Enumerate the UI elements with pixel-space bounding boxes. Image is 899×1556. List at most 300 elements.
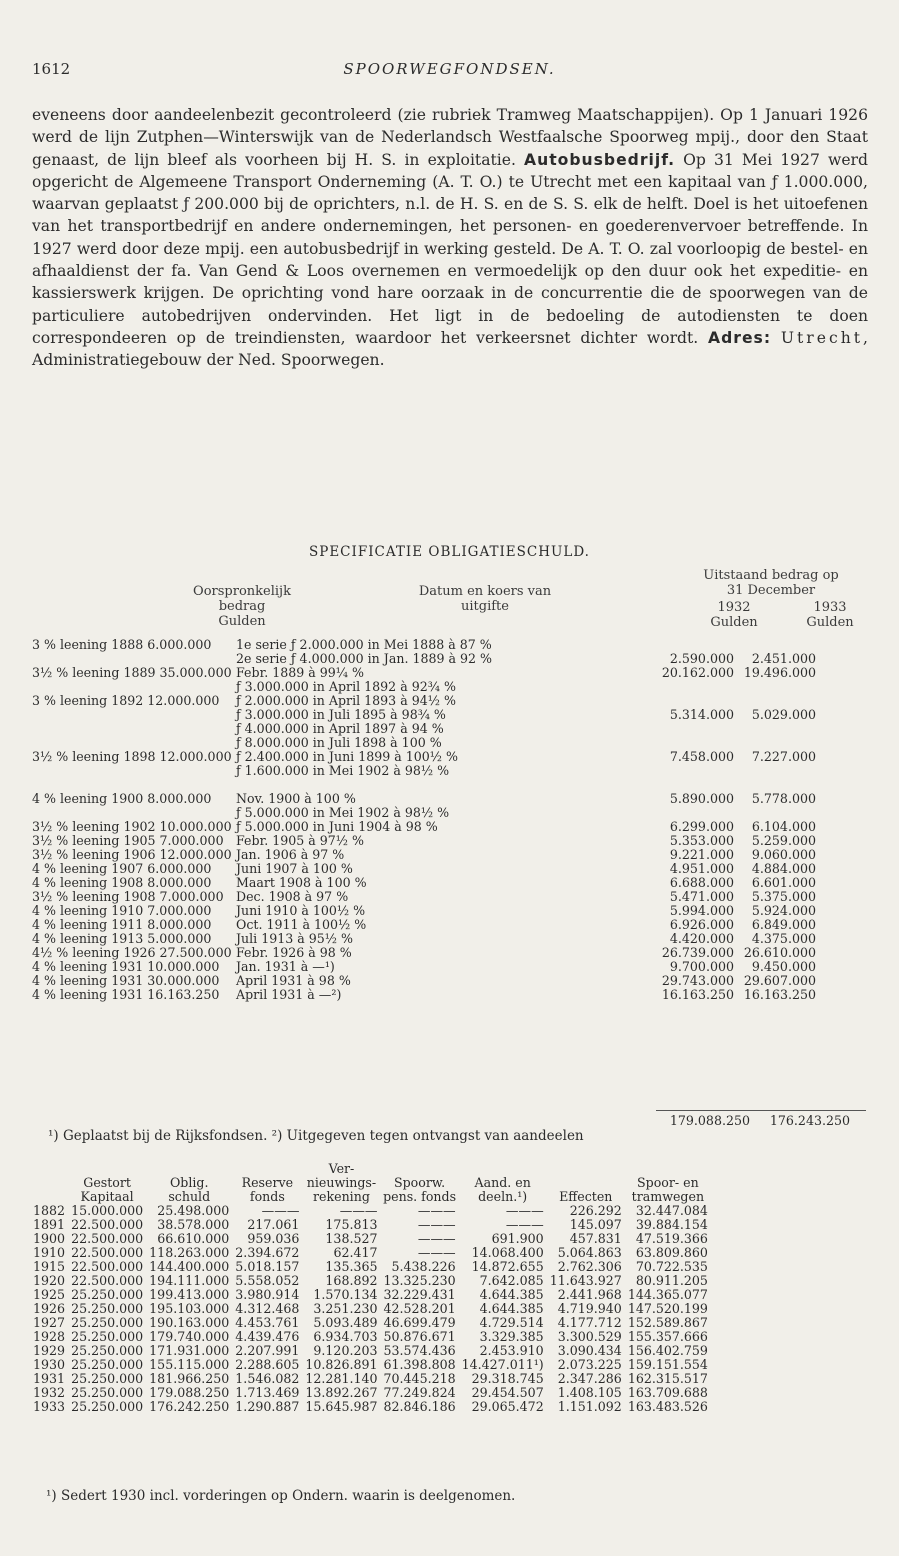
bedrag-1932: 4.420.000 xyxy=(669,931,734,946)
fin-row xyxy=(30,1316,711,1330)
fin-value: 6.934.703 xyxy=(313,1329,378,1344)
uitgifte-cell: ƒ 5.000.000 in Mei 1902 à 98½ % xyxy=(236,805,450,820)
leening-label: 4½ % leening 1926 27.500.000 xyxy=(32,945,232,960)
bedrag-1933: 5.375.000 xyxy=(751,889,816,904)
bedrag-1932: 5.353.000 xyxy=(669,833,734,848)
fin-value: 168.892 xyxy=(325,1273,378,1288)
leening-label: 4 % leening 1931 30.000.000 xyxy=(32,973,220,988)
fin-value: ——— xyxy=(339,1203,378,1218)
body-text-run: Op 31 Mei 1927 werd opgericht de Algemeene Transport Onderneming (A. T. O.) te Utrecht met een kapitaal van ƒ 1.000.000, waarvan geplaatst ƒ 200.000 bij de oprichters, n.l. de H. S. en de S. S. elk de helft. Doel is het uitoefenen van het transportbedrijf en andere ondernemingen, het personen- en goederenvervoer betreffende. In 1927 werd door deze mpij. een autobusbedrijf in werking gesteld. De A. T. O. zal voorloopig de bestel- en afhaaldienst der fa. Van Gend & Loos overnemen en vermoedelijk op den duur ook het expeditie- en kassierswerk krijgen. De oprichting vond hare oorzaak in de concurrentie die de spoorwegen van de particuliere autobedrijven ondervinden. Het ligt in de bedoeling de autodiensten te doen correspondeeren op de treindiensten, waardoor het verkeersnet dichter wordt. xyxy=(32,150,868,347)
fin-value: 1.546.082 xyxy=(235,1371,300,1386)
fin-year: 1926 xyxy=(33,1301,66,1316)
bedrag-1933 xyxy=(736,680,818,694)
leening-label: 4 % leening 1908 8.000.000 xyxy=(32,875,212,890)
leening-label xyxy=(30,764,234,778)
fin-value: 25.498.000 xyxy=(157,1203,230,1218)
leening-label xyxy=(30,680,234,694)
fin-value: 2.073.225 xyxy=(557,1357,622,1372)
fin-value: 1.408.105 xyxy=(557,1385,622,1400)
bedrag-1932 xyxy=(636,764,736,778)
obligatie-row xyxy=(30,680,818,694)
fin-value: 155.115.000 xyxy=(149,1357,230,1372)
fin-value: 162.315.517 xyxy=(627,1371,708,1386)
bedrag-1932: 6.926.000 xyxy=(669,917,734,932)
obligatie-row xyxy=(30,932,818,946)
fin-value: 14.872.655 xyxy=(471,1259,544,1274)
uitgifte-cell xyxy=(234,778,636,792)
uitgifte-cell: ƒ 2.000.000 in April 1893 à 94½ % xyxy=(236,693,456,708)
bedrag-1932 xyxy=(636,778,736,792)
uitgifte-cell: Juni 1907 à 100 % xyxy=(236,861,353,876)
uitgifte-cell: ƒ 3.000.000 in April 1892 à 92¾ % xyxy=(236,679,456,694)
leening-label: 4 % leening 1910 7.000.000 xyxy=(32,903,212,918)
uitgifte-cell: Maart 1908 à 100 % xyxy=(236,875,367,890)
fin-value: 80.911.205 xyxy=(635,1273,708,1288)
body-text-run: , Administratiegebouw der Ned. Spoorwegen. xyxy=(32,328,868,370)
uitgifte-cell: Jan. 1931 à —¹) xyxy=(236,959,335,974)
fin-value: 3.300.529 xyxy=(557,1329,622,1344)
fin-header-cell: Gestort Kapitaal xyxy=(80,1175,134,1204)
fin-value: 190.163.000 xyxy=(149,1315,230,1330)
leening-label: 4 % leening 1913 5.000.000 xyxy=(32,931,212,946)
body-paragraph xyxy=(32,104,868,372)
bedrag-1932: 5.994.000 xyxy=(669,903,734,918)
obligatie-row xyxy=(30,974,818,988)
fin-value: 181.966.250 xyxy=(149,1371,230,1386)
bedrag-1933: 2.451.000 xyxy=(751,651,816,666)
fin-value: 29.065.472 xyxy=(471,1399,544,1414)
fin-value: 63.809.860 xyxy=(635,1245,708,1260)
fin-row xyxy=(30,1330,711,1344)
uitgifte-cell: April 1931 à —²) xyxy=(236,987,342,1002)
uitgifte-cell: Febr. 1889 à 99¼ % xyxy=(236,665,364,680)
fin-value: 1.290.887 xyxy=(235,1399,300,1414)
fin-header-cell: Oblig. schuld xyxy=(168,1175,211,1204)
bedrag-1933 xyxy=(736,736,818,750)
uitgifte-cell: Oct. 1911 à 100½ % xyxy=(236,917,367,932)
bedrag-1933: 4.884.000 xyxy=(751,861,816,876)
obligatie-row xyxy=(30,848,818,862)
fin-value: 5.438.226 xyxy=(391,1259,456,1274)
fin-value: 959.036 xyxy=(247,1231,300,1246)
fin-value: 22.500.000 xyxy=(71,1217,144,1232)
fin-row xyxy=(30,1218,711,1232)
fin-value: 2.288.605 xyxy=(235,1357,300,1372)
bedrag-1932: 26.739.000 xyxy=(661,945,734,960)
uitgifte-cell: 2e serie ƒ 4.000.000 in Jan. 1889 à 92 % xyxy=(236,651,493,666)
obligatie-row xyxy=(30,722,818,736)
leening-label: 3½ % leening 1902 10.000.000 xyxy=(32,819,232,834)
bedrag-1932 xyxy=(636,680,736,694)
fin-value: 152.589.867 xyxy=(627,1315,708,1330)
bedrag-1932: 5.471.000 xyxy=(669,889,734,904)
bedrag-1932: 2.590.000 xyxy=(669,651,734,666)
fin-value: 70.722.535 xyxy=(635,1259,708,1274)
bedrag-1933: 5.029.000 xyxy=(751,707,816,722)
fin-value: 32.447.084 xyxy=(635,1203,708,1218)
fin-row xyxy=(30,1344,711,1358)
bedrag-1932: 20.162.000 xyxy=(661,665,734,680)
uitgifte-cell: Juli 1913 à 95½ % xyxy=(236,931,353,946)
fin-value: 155.357.666 xyxy=(627,1329,708,1344)
bedrag-1933: 5.778.000 xyxy=(751,791,816,806)
bedrag-1932: 9.700.000 xyxy=(669,959,734,974)
inline-bold-sans: Adres: xyxy=(708,328,772,347)
fin-value: 175.813 xyxy=(325,1217,378,1232)
fin-value: 50.876.671 xyxy=(383,1329,456,1344)
fin-value: 199.413.000 xyxy=(149,1287,230,1302)
fin-value: 217.061 xyxy=(247,1217,300,1232)
fin-value: 226.292 xyxy=(569,1203,622,1218)
leening-label xyxy=(30,778,234,792)
fin-value: 2.441.968 xyxy=(557,1287,622,1302)
fin-value: 47.519.366 xyxy=(635,1231,708,1246)
bedrag-1932 xyxy=(636,722,736,736)
leening-label: 4 % leening 1907 6.000.000 xyxy=(32,861,212,876)
fin-value: 12.281.140 xyxy=(305,1371,378,1386)
fin-value: 14.068.400 xyxy=(471,1245,544,1260)
fin-value: 5.093.489 xyxy=(313,1315,378,1330)
uitgifte-cell: ƒ 3.000.000 in Juli 1895 à 98¾ % xyxy=(236,707,446,722)
fin-value: 5.558.052 xyxy=(235,1273,300,1288)
bedrag-1933: 6.849.000 xyxy=(751,917,816,932)
fin-value: 46.699.479 xyxy=(383,1315,456,1330)
page-number: 1612 xyxy=(32,60,71,78)
fin-value: 15.000.000 xyxy=(71,1203,144,1218)
fin-value: 11.643.927 xyxy=(549,1273,622,1288)
total-1933: 176.243.250 xyxy=(769,1113,851,1128)
fin-value: 118.263.000 xyxy=(149,1245,230,1260)
fin-year: 1929 xyxy=(33,1343,66,1358)
leening-label: 3 % leening 1888 6.000.000 xyxy=(32,637,212,652)
uitgifte-cell: ƒ 5.000.000 in Juni 1904 à 98 % xyxy=(236,819,438,834)
fin-value: 5.064.863 xyxy=(557,1245,622,1260)
specificatie-title: SPECIFICATIE OBLIGATIESCHULD. xyxy=(309,544,590,560)
fin-value: 25.250.000 xyxy=(71,1287,144,1302)
fin-value: 1.713.469 xyxy=(235,1385,300,1400)
obligatie-row xyxy=(30,918,818,932)
uitgifte-cell: ƒ 1.600.000 in Mei 1902 à 98½ % xyxy=(236,763,450,778)
bedrag-1933 xyxy=(736,722,818,736)
col-header-oorspronkelijk: Oorspronkelijk bedrag Gulden xyxy=(193,584,291,629)
obligatie-row xyxy=(30,792,818,806)
bedrag-1933: 29.607.000 xyxy=(743,973,816,988)
fin-value: 159.151.554 xyxy=(627,1357,708,1372)
bedrag-1933 xyxy=(736,764,818,778)
fin-value: 22.500.000 xyxy=(71,1259,144,1274)
fin-value: 25.250.000 xyxy=(71,1315,144,1330)
fin-value: ——— xyxy=(417,1203,456,1218)
fin-row xyxy=(30,1386,711,1400)
fin-year: 1882 xyxy=(33,1203,66,1218)
leening-label xyxy=(30,708,234,722)
obligatie-row xyxy=(30,652,818,666)
uitgifte-cell: ƒ 8.000.000 in Juli 1898 à 100 % xyxy=(236,735,442,750)
fin-year: 1910 xyxy=(33,1245,66,1260)
fin-year: 1930 xyxy=(33,1357,66,1372)
fin-value: 4.719.940 xyxy=(557,1301,622,1316)
col-header-1932: 1932 Gulden xyxy=(710,600,758,630)
fin-row xyxy=(30,1302,711,1316)
fin-value: 1.570.134 xyxy=(313,1287,378,1302)
fin-value: 147.520.199 xyxy=(627,1301,708,1316)
fin-year: 1920 xyxy=(33,1273,66,1288)
obligatie-row xyxy=(30,862,818,876)
obligatie-row xyxy=(30,988,818,1002)
leening-label xyxy=(30,652,234,666)
fin-value: 135.365 xyxy=(325,1259,378,1274)
fin-value: 4.644.385 xyxy=(479,1287,544,1302)
fin-year: 1928 xyxy=(33,1329,66,1344)
bedrag-1933: 16.163.250 xyxy=(743,987,816,1002)
leening-label: 3½ % leening 1906 12.000.000 xyxy=(32,847,232,862)
bedrag-1932: 4.951.000 xyxy=(669,861,734,876)
fin-year: 1931 xyxy=(33,1371,66,1386)
leening-label: 4 % leening 1931 16.163.250 xyxy=(32,987,220,1002)
fin-value: 15.645.987 xyxy=(305,1399,378,1414)
fin-row xyxy=(30,1274,711,1288)
fin-value: 4.453.761 xyxy=(235,1315,300,1330)
leening-label xyxy=(30,722,234,736)
fin-value: 163.483.526 xyxy=(627,1399,708,1414)
obligatie-row xyxy=(30,820,818,834)
fin-value: 25.250.000 xyxy=(71,1329,144,1344)
fin-value: 25.250.000 xyxy=(71,1399,144,1414)
bedrag-1933: 19.496.000 xyxy=(743,665,816,680)
fin-value: 25.250.000 xyxy=(71,1343,144,1358)
obligatie-row xyxy=(30,778,818,792)
obligatie-row xyxy=(30,946,818,960)
obligaties-table xyxy=(30,638,818,1002)
fin-row xyxy=(30,1400,711,1414)
obligatie-row xyxy=(30,708,818,722)
bedrag-1933: 6.601.000 xyxy=(751,875,816,890)
bedrag-1933 xyxy=(736,806,818,820)
fin-value: 38.578.000 xyxy=(157,1217,230,1232)
fin-value: 3.329.385 xyxy=(479,1329,544,1344)
fin-year: 1925 xyxy=(33,1287,66,1302)
footnote-financien: ¹) Sedert 1930 incl. vorderingen op Ondern. waarin is deelgenomen. xyxy=(46,1488,516,1504)
leening-label: 3½ % leening 1898 12.000.000 xyxy=(32,749,232,764)
fin-value: 7.642.085 xyxy=(479,1273,544,1288)
bedrag-1933 xyxy=(736,694,818,708)
fin-value: 61.398.808 xyxy=(383,1357,456,1372)
obligatie-row xyxy=(30,694,818,708)
bedrag-1932 xyxy=(636,806,736,820)
uitgifte-cell: April 1931 à 98 % xyxy=(236,973,351,988)
fin-header-cell: Reserve fonds xyxy=(241,1175,294,1204)
fin-value: 145.097 xyxy=(569,1217,622,1232)
fin-value: 3.090.434 xyxy=(557,1343,622,1358)
bedrag-1933: 9.450.000 xyxy=(751,959,816,974)
fin-year: 1900 xyxy=(33,1231,66,1246)
leening-label xyxy=(30,736,234,750)
fin-value: 32.229.431 xyxy=(383,1287,456,1302)
obligatie-row xyxy=(30,666,818,680)
bedrag-1932: 5.890.000 xyxy=(669,791,734,806)
obligatie-row xyxy=(30,834,818,848)
fin-value: 22.500.000 xyxy=(71,1245,144,1260)
fin-value: 2.347.286 xyxy=(557,1371,622,1386)
col-header-uitstaand: Uitstaand bedrag op 31 December xyxy=(703,568,839,598)
leening-label: 4 % leening 1931 10.000.000 xyxy=(32,959,220,974)
fin-value: 144.365.077 xyxy=(627,1287,708,1302)
fin-value: 39.884.154 xyxy=(635,1217,708,1232)
bedrag-1932: 7.458.000 xyxy=(669,749,734,764)
fin-row xyxy=(30,1246,711,1260)
fin-value: 691.900 xyxy=(491,1231,544,1246)
inline-bold-sans: Autobusbedrijf. xyxy=(524,150,676,169)
obligatie-row xyxy=(30,736,818,750)
obligatie-row xyxy=(30,890,818,904)
fin-value: ——— xyxy=(417,1245,456,1260)
fin-value: 195.103.000 xyxy=(149,1301,230,1316)
fin-header-cell xyxy=(30,1162,68,1204)
bedrag-1933: 5.259.000 xyxy=(751,833,816,848)
fin-value: ——— xyxy=(505,1217,544,1232)
fin-value: 457.831 xyxy=(569,1231,622,1246)
fin-row xyxy=(30,1232,711,1246)
fin-value: 2.394.672 xyxy=(235,1245,300,1260)
fin-year: 1891 xyxy=(33,1217,66,1232)
bedrag-1932: 9.221.000 xyxy=(669,847,734,862)
obligaties-totals xyxy=(656,1110,866,1128)
fin-value: 4.312.468 xyxy=(235,1301,300,1316)
fin-value: 2.762.306 xyxy=(557,1259,622,1274)
fin-header-cell: Spoor- en tramwegen xyxy=(631,1175,705,1204)
bedrag-1933 xyxy=(736,778,818,792)
total-1932: 179.088.250 xyxy=(669,1113,750,1128)
fin-year: 1927 xyxy=(33,1315,66,1330)
uitgifte-cell: Jan. 1906 à 97 % xyxy=(236,847,345,862)
fin-value: 2.207.991 xyxy=(235,1343,300,1358)
fin-value: 13.325.230 xyxy=(383,1273,456,1288)
bedrag-1933: 7.227.000 xyxy=(751,749,816,764)
fin-value: 156.402.759 xyxy=(627,1343,708,1358)
fin-value: 179.088.250 xyxy=(149,1385,230,1400)
fin-value: 163.709.688 xyxy=(627,1385,708,1400)
fin-value: 4.439.476 xyxy=(235,1329,300,1344)
uitgifte-cell: Juni 1910 à 100½ % xyxy=(236,903,366,918)
bedrag-1932 xyxy=(636,638,736,652)
fin-year: 1915 xyxy=(33,1259,66,1274)
fin-header-cell: Spoorw. pens. fonds xyxy=(383,1175,457,1204)
obligatie-row xyxy=(30,806,818,820)
fin-value: 138.527 xyxy=(325,1231,378,1246)
obligatie-row xyxy=(30,764,818,778)
fin-value: 25.250.000 xyxy=(71,1357,144,1372)
fin-value: 25.250.000 xyxy=(71,1301,144,1316)
fin-header-cell: Ver- nieuwings- rekening xyxy=(306,1161,377,1204)
fin-value: 14.427.011¹) xyxy=(461,1357,544,1372)
leening-label: 3½ % leening 1889 35.000.000 xyxy=(32,665,232,680)
fin-value: 42.528.201 xyxy=(383,1301,456,1316)
fin-value: 77.249.824 xyxy=(383,1385,456,1400)
fin-value: 22.500.000 xyxy=(71,1231,144,1246)
fin-value: ——— xyxy=(417,1217,456,1232)
fin-year: 1933 xyxy=(33,1399,66,1414)
fin-value: 3.980.914 xyxy=(235,1287,300,1302)
leening-label xyxy=(30,806,234,820)
leening-label: 4 % leening 1900 8.000.000 xyxy=(32,791,212,806)
fin-value: 4.729.514 xyxy=(479,1315,544,1330)
fin-value: 194.111.000 xyxy=(149,1273,230,1288)
obligatie-row xyxy=(30,750,818,764)
fin-value: 66.610.000 xyxy=(157,1231,230,1246)
fin-value: ——— xyxy=(505,1203,544,1218)
fin-row xyxy=(30,1358,711,1372)
fin-value: 176.242.250 xyxy=(149,1399,230,1414)
running-title: SPOORWEGFONDSEN. xyxy=(343,60,556,78)
fin-value: 4.177.712 xyxy=(557,1315,622,1330)
uitgifte-cell: Dec. 1908 à 97 % xyxy=(236,889,349,904)
bedrag-1932 xyxy=(636,694,736,708)
obligatie-row xyxy=(30,638,818,652)
fin-value: 22.500.000 xyxy=(71,1273,144,1288)
fin-year: 1932 xyxy=(33,1385,66,1400)
uitgifte-cell: 1e serie ƒ 2.000.000 in Mei 1888 à 87 % xyxy=(236,637,492,652)
fin-value: 70.445.218 xyxy=(383,1371,456,1386)
bedrag-1932: 6.299.000 xyxy=(669,819,734,834)
fin-row xyxy=(30,1372,711,1386)
fin-value: 29.318.745 xyxy=(471,1371,544,1386)
bedrag-1933: 9.060.000 xyxy=(751,847,816,862)
fin-value: 5.018.157 xyxy=(235,1259,300,1274)
fin-value: 2.453.910 xyxy=(479,1343,544,1358)
body-text-run: eveneens door aandeelenbezit gecontroleerd (zie rubriek Tramweg Maatschappijen). Op 1 Januari 1926 werd de lijn Zutphen—Winterswijk van de Nederlandsch Westfaalsche Spoorweg mpij., door den Staat genaast, de lijn bleef als voorheen bij H. S. in exploitatie. xyxy=(32,106,868,169)
uitgifte-cell: Febr. 1905 à 97½ % xyxy=(236,833,364,848)
fin-value: 62.417 xyxy=(333,1245,378,1260)
leening-label: 4 % leening 1911 8.000.000 xyxy=(32,917,212,932)
bedrag-1932 xyxy=(636,736,736,750)
bedrag-1932: 29.743.000 xyxy=(661,973,734,988)
leening-label: 3 % leening 1892 12.000.000 xyxy=(32,693,220,708)
col-header-1933: 1933 Gulden xyxy=(806,600,854,630)
bedrag-1932: 16.163.250 xyxy=(661,987,734,1002)
fin-value: 4.644.385 xyxy=(479,1301,544,1316)
fin-value: 144.400.000 xyxy=(149,1259,230,1274)
fin-row xyxy=(30,1260,711,1274)
fin-value: 25.250.000 xyxy=(71,1385,144,1400)
fin-value: 179.740.000 xyxy=(149,1329,230,1344)
leening-label: 3½ % leening 1905 7.000.000 xyxy=(32,833,224,848)
fin-value: 10.826.891 xyxy=(305,1357,378,1372)
fin-value: 82.846.186 xyxy=(383,1399,456,1414)
bedrag-1933: 26.610.000 xyxy=(743,945,816,960)
financien-table xyxy=(30,1162,711,1414)
fin-row xyxy=(30,1288,711,1302)
uitgifte-cell: Nov. 1900 à 100 % xyxy=(236,791,356,806)
fin-header-cell: Effecten xyxy=(559,1189,613,1204)
bedrag-1933: 6.104.000 xyxy=(751,819,816,834)
col-header-datum: Datum en koers van uitgifte xyxy=(418,584,552,614)
uitgifte-cell: Febr. 1926 à 98 % xyxy=(236,945,352,960)
fin-value: 13.892.267 xyxy=(305,1385,378,1400)
bedrag-1933 xyxy=(736,638,818,652)
fin-value: 29.454.507 xyxy=(471,1385,544,1400)
bedrag-1932: 6.688.000 xyxy=(669,875,734,890)
fin-header-cell: Aand. en deeln.¹) xyxy=(474,1175,531,1204)
fin-value: 1.151.092 xyxy=(557,1399,622,1414)
bedrag-1933: 5.924.000 xyxy=(751,903,816,918)
fin-value: ——— xyxy=(417,1231,456,1246)
uitgifte-cell: ƒ 4.000.000 in April 1897 à 94 % xyxy=(236,721,444,736)
fin-value: 53.574.436 xyxy=(383,1343,456,1358)
obligatie-row xyxy=(30,904,818,918)
fin-value: 171.931.000 xyxy=(149,1343,230,1358)
fin-value: 3.251.230 xyxy=(313,1301,378,1316)
fin-value: 9.120.203 xyxy=(313,1343,378,1358)
